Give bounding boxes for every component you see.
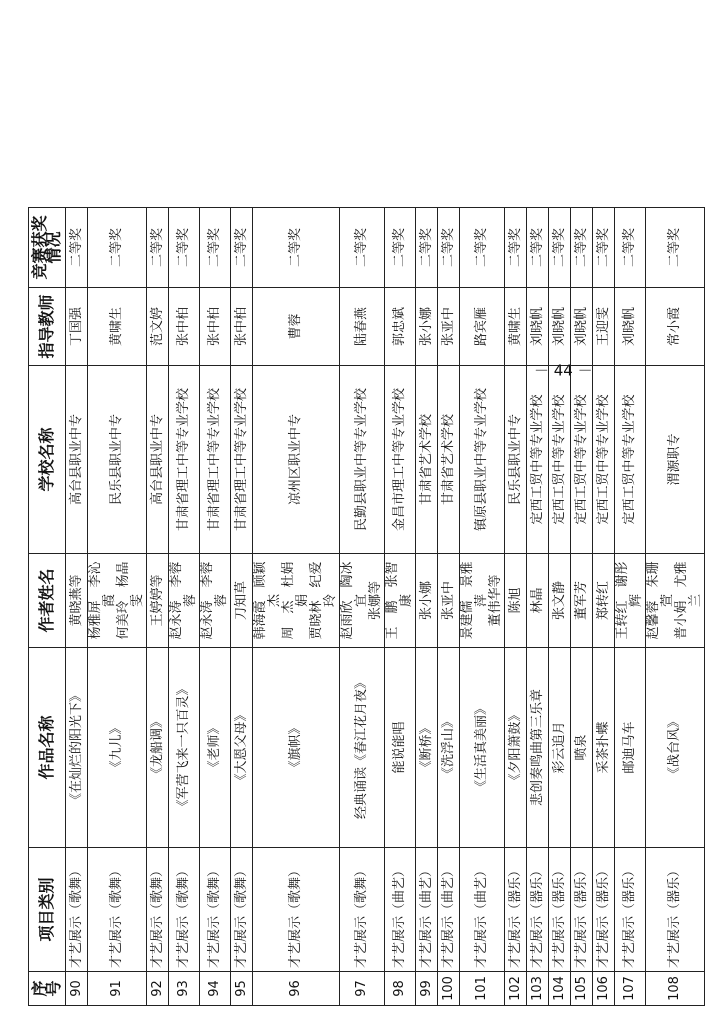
cell-author: 刀知草	[231, 554, 253, 648]
cell-school: 金昌市理工中等专业学校	[385, 366, 416, 554]
cell-work-title: 经典诵读《春江花月夜》	[340, 648, 385, 848]
table-row	[527, 208, 549, 1006]
awards-table	[28, 207, 705, 1006]
cell-award: 二等奖	[200, 208, 231, 288]
cell-teacher: 曹蓉	[253, 288, 340, 366]
cell-school: 镇原县职业中等专业学校	[460, 366, 505, 554]
cell-category: 才艺展示（歌舞）	[88, 848, 147, 972]
cell-school: 甘肃省理工中等专业学校	[231, 366, 253, 554]
cell-index: 90	[66, 972, 88, 1006]
cell-author: 赵永涛 李蓉蓉	[200, 554, 231, 648]
table-row	[593, 208, 615, 1006]
cell-work-title: 《龙船调》	[147, 648, 169, 848]
cell-index: 104	[549, 972, 571, 1006]
cell-award: 二等奖	[615, 208, 646, 288]
cell-award: 二等奖	[505, 208, 527, 288]
cell-category: 才艺展示（器乐）	[505, 848, 527, 972]
cell-category: 才艺展示（器乐）	[615, 848, 646, 972]
cell-index: 105	[571, 972, 593, 1006]
cell-index: 100	[438, 972, 460, 1006]
table-header-row	[29, 208, 66, 1006]
cell-award: 二等奖	[231, 208, 253, 288]
cell-teacher: 刘晓帆	[549, 288, 571, 366]
cell-category: 才艺展示（器乐）	[549, 848, 571, 972]
cell-index: 102	[505, 972, 527, 1006]
cell-school: 高台县职业中专	[66, 366, 88, 554]
cell-work-title: 悲创奏鸣曲第三乐章	[527, 648, 549, 848]
cell-index: 97	[340, 972, 385, 1006]
table-row	[615, 208, 646, 1006]
cell-work-title: 《在灿烂的阳光下》	[66, 648, 88, 848]
cell-award: 二等奖	[253, 208, 340, 288]
cell-author: 杨雅屏 李沁霞 何美玲 杨晶雯	[88, 554, 147, 648]
cell-work-title: 采茶扑蝶	[593, 648, 615, 848]
table-row	[66, 208, 88, 1006]
cell-school: 民乐县职业中专	[88, 366, 147, 554]
cell-teacher: 刘晓帆	[527, 288, 549, 366]
table-row	[200, 208, 231, 1006]
cell-teacher: 黄啸生	[505, 288, 527, 366]
cell-school: 甘肃省理工中等专业学校	[200, 366, 231, 554]
cell-school: 定西工贸中等专业学校	[549, 366, 571, 554]
cell-author: 王 鹏 张智康	[385, 554, 416, 648]
cell-award: 二等奖	[88, 208, 147, 288]
table-row	[571, 208, 593, 1006]
cell-teacher: 刘晓帆	[571, 288, 593, 366]
cell-teacher: 张中柏	[169, 288, 200, 366]
table-row	[169, 208, 200, 1006]
cell-index: 91	[88, 972, 147, 1006]
cell-category: 才艺展示（歌舞）	[253, 848, 340, 972]
cell-author: 张亚中	[438, 554, 460, 648]
table-row	[460, 208, 505, 1006]
cell-work-title: 能说能唱	[385, 648, 416, 848]
cell-author: 陈旭	[505, 554, 527, 648]
cell-index: 95	[231, 972, 253, 1006]
cell-author: 赵馨蓉 朱珊萱 普小娟 尤雅兰	[646, 554, 705, 648]
cell-author: 韩海霞 顾颖杰 周 杰 杜娟娟 贾晓林 纪爱玲	[253, 554, 340, 648]
cell-award: 二等奖	[460, 208, 505, 288]
table-row	[231, 208, 253, 1006]
cell-school: 甘肃省理工中等专业学校	[169, 366, 200, 554]
table-row	[340, 208, 385, 1006]
cell-author: 林晶	[527, 554, 549, 648]
cell-author: 景建儒 景雅萍 董伟华等	[460, 554, 505, 648]
cell-author: 董军芳	[571, 554, 593, 648]
cell-author: 张小娜	[416, 554, 438, 648]
cell-award: 二等奖	[169, 208, 200, 288]
cell-teacher: 路宾雁	[460, 288, 505, 366]
cell-author: 赵永涛 李蓉蓉	[169, 554, 200, 648]
cell-award: 二等奖	[340, 208, 385, 288]
header-category: 项目类别	[29, 848, 66, 972]
cell-award: 二等奖	[571, 208, 593, 288]
cell-teacher: 张小娜	[416, 288, 438, 366]
cell-work-title: 《生活真美丽》	[460, 648, 505, 848]
cell-author: 赵雨欣 陶冰宜 张娜等	[340, 554, 385, 648]
cell-index: 103	[527, 972, 549, 1006]
cell-award: 二等奖	[527, 208, 549, 288]
cell-category: 才艺展示（器乐）	[593, 848, 615, 972]
cell-work-title: 《大恩父母》	[231, 648, 253, 848]
cell-index: 98	[385, 972, 416, 1006]
cell-teacher: 郭忠斌	[385, 288, 416, 366]
cell-award: 二等奖	[66, 208, 88, 288]
header-work-title: 作品名称	[29, 648, 66, 848]
cell-category: 才艺展示（器乐）	[527, 848, 549, 972]
cell-index: 94	[200, 972, 231, 1006]
cell-category: 才艺展示（曲艺）	[438, 848, 460, 972]
cell-index: 107	[615, 972, 646, 1006]
cell-work-title: 《旗帜》	[253, 648, 340, 848]
cell-school: 甘肃省艺术学校	[416, 366, 438, 554]
cell-category: 才艺展示（曲艺）	[385, 848, 416, 972]
table-row	[88, 208, 147, 1006]
cell-index: 93	[169, 972, 200, 1006]
cell-category: 才艺展示（器乐）	[571, 848, 593, 972]
header-teacher: 指导教师	[29, 288, 66, 366]
cell-school: 民乐县职业中专	[505, 366, 527, 554]
cell-category: 才艺展示（曲艺）	[460, 848, 505, 972]
cell-author: 郑转红	[593, 554, 615, 648]
cell-index: 108	[646, 972, 705, 1006]
cell-index: 106	[593, 972, 615, 1006]
cell-index: 101	[460, 972, 505, 1006]
table-row	[147, 208, 169, 1006]
cell-author: 张文静	[549, 554, 571, 648]
header-author: 作者姓名	[29, 554, 66, 648]
cell-category: 才艺展示（曲艺）	[416, 848, 438, 972]
cell-school: 高台县职业中专	[147, 366, 169, 554]
cell-work-title: 《军营飞来一只百灵》	[169, 648, 200, 848]
cell-teacher: 陆春燕	[340, 288, 385, 366]
cell-award: 二等奖	[549, 208, 571, 288]
cell-author: 王婷婷等	[147, 554, 169, 648]
cell-work-title: 《断桥》	[416, 648, 438, 848]
cell-work-title: 《战台风》	[646, 648, 705, 848]
table-row	[438, 208, 460, 1006]
cell-category: 才艺展示（器乐）	[646, 848, 705, 972]
cell-work-title: 邮迪马车	[615, 648, 646, 848]
cell-teacher: 丁国强	[66, 288, 88, 366]
header-index: 序号	[29, 972, 66, 1006]
cell-school: 甘肃省艺术学校	[438, 366, 460, 554]
cell-author: 王转红 谢彤辉	[615, 554, 646, 648]
table-row	[253, 208, 340, 1006]
cell-award: 二等奖	[593, 208, 615, 288]
table-row	[416, 208, 438, 1006]
cell-category: 才艺展示（歌舞）	[200, 848, 231, 972]
cell-index: 96	[253, 972, 340, 1006]
cell-teacher: 张亚中	[438, 288, 460, 366]
cell-school: 定西工贸中等专业学校	[593, 366, 615, 554]
page-number: － 44 －	[533, 361, 593, 380]
cell-category: 才艺展示（歌舞）	[66, 848, 88, 972]
cell-school: 渭源职专	[646, 366, 705, 554]
cell-school: 民勤县职业中等专业学校	[340, 366, 385, 554]
cell-work-title: 《洗浮山》	[438, 648, 460, 848]
cell-award: 二等奖	[438, 208, 460, 288]
cell-school: 凉州区职业中专	[253, 366, 340, 554]
cell-award: 二等奖	[646, 208, 705, 288]
table-row	[385, 208, 416, 1006]
cell-award: 二等奖	[385, 208, 416, 288]
cell-award: 二等奖	[147, 208, 169, 288]
cell-school: 定西工贸中等专业学校	[615, 366, 646, 554]
table-row	[505, 208, 527, 1006]
cell-school: 定西工贸中等专业学校	[571, 366, 593, 554]
cell-work-title: 《夕阳箫鼓》	[505, 648, 527, 848]
cell-work-title: 《老师》	[200, 648, 231, 848]
cell-teacher: 张中柏	[200, 288, 231, 366]
cell-category: 才艺展示（歌舞）	[147, 848, 169, 972]
cell-teacher: 常小霞	[646, 288, 705, 366]
cell-teacher: 范文婷	[147, 288, 169, 366]
cell-category: 才艺展示（歌舞）	[231, 848, 253, 972]
cell-index: 92	[147, 972, 169, 1006]
table-row	[646, 208, 705, 1006]
cell-teacher: 刘晓帆	[615, 288, 646, 366]
cell-teacher: 张中柏	[231, 288, 253, 366]
cell-teacher: 王迎雯	[593, 288, 615, 366]
cell-index: 99	[416, 972, 438, 1006]
cell-teacher: 黄啸生	[88, 288, 147, 366]
header-award: 竞赛获奖情况	[29, 208, 66, 288]
table-row	[549, 208, 571, 1006]
cell-award: 二等奖	[416, 208, 438, 288]
cell-author: 黄晓燕等	[66, 554, 88, 648]
cell-work-title: 彩云追月	[549, 648, 571, 848]
cell-category: 才艺展示（歌舞）	[340, 848, 385, 972]
cell-category: 才艺展示（歌舞）	[169, 848, 200, 972]
cell-school: 定西工贸中等专业学校	[527, 366, 549, 554]
cell-work-title: 《九儿》	[88, 648, 147, 848]
cell-work-title: 喷泉	[571, 648, 593, 848]
header-school: 学校名称	[29, 366, 66, 554]
